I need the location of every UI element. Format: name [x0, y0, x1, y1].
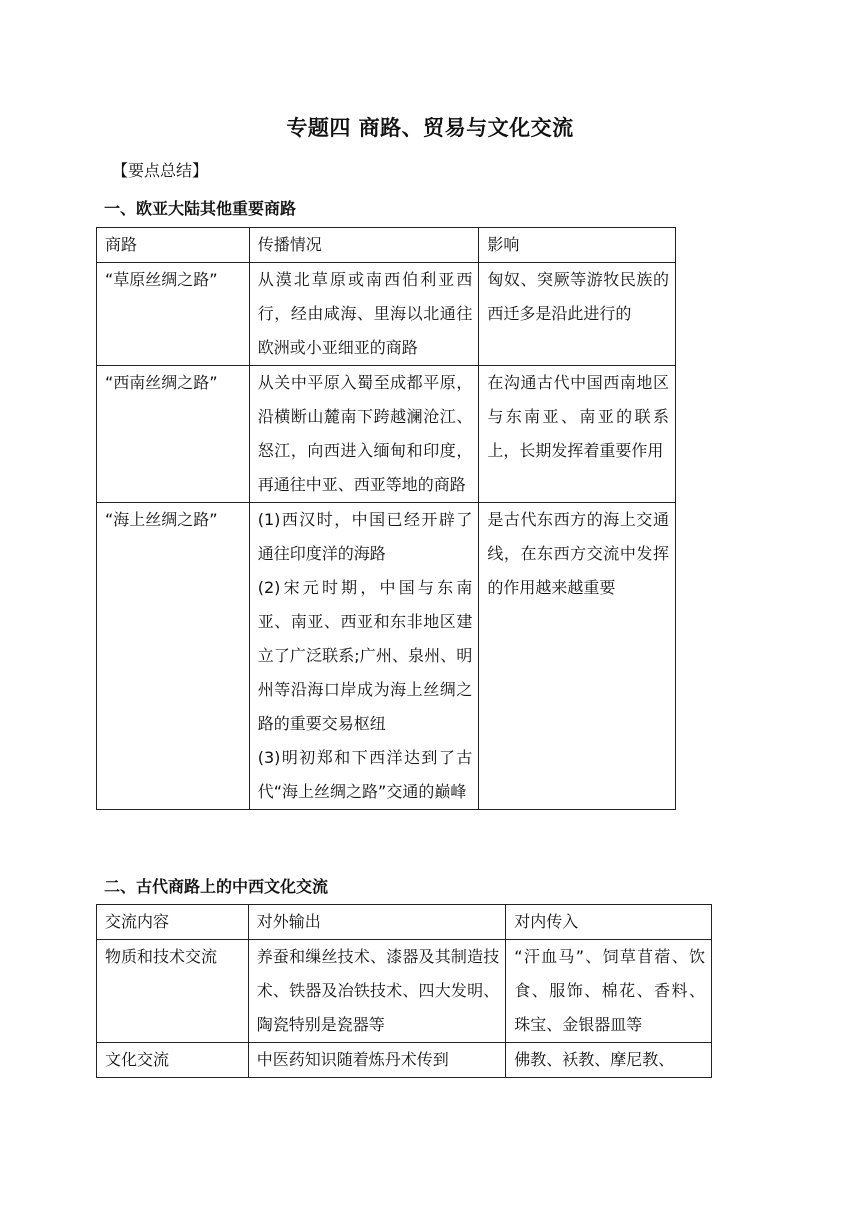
table-header-row [97, 905, 712, 940]
table-row [97, 366, 676, 503]
section-heading-trade-routes: 一、欧亚大陆其他重要商路 [104, 199, 297, 218]
header-cell: 商路 [97, 228, 250, 263]
inbound-cell: “汗血马”、饲草苜蓿、饮食、服饰、棉花、香料、珠宝、金银器皿等 [506, 940, 712, 1043]
spread-point: (2)宋元时期，中国与东南亚、南亚、西亚和东非地区建立了广泛联系;广州、泉州、明州等沿海口岸成为海上丝绸之路的重要交易枢纽 [257, 578, 473, 733]
table-row [97, 940, 712, 1043]
spread-cell [249, 366, 479, 503]
inbound-cell: 佛教、袄教、摩尼教、 [506, 1043, 712, 1078]
route-name-cell: “海上丝绸之路” [97, 503, 250, 810]
table-row [97, 1043, 712, 1078]
cultural-exchange-table [96, 904, 712, 1078]
table-row [97, 263, 676, 366]
page-title: 专题四 商路、贸易与文化交流 [286, 116, 574, 140]
spread-cell [249, 263, 479, 366]
spread-cell [249, 503, 479, 810]
route-name-cell: “草原丝绸之路” [97, 263, 250, 366]
table-row [97, 503, 676, 810]
header-cell: 交流内容 [97, 905, 249, 940]
spread-text: 从关中平原入蜀至成都平原，沿横断山麓南下跨越澜沧江、怒江，向西进入缅甸和印度，再通往中亚、西亚等地的商路 [257, 373, 473, 494]
impact-cell: 是古代东西方的海上交通线，在东西方交流中发挥的作用越来越重要 [479, 503, 676, 810]
outbound-cell: 养蚕和缫丝技术、漆器及其制造技术、铁器及冶铁技术、四大发明、陶瓷特别是瓷器等 [248, 940, 506, 1043]
impact-cell: 匈奴、突厥等游牧民族的西迁多是沿此进行的 [479, 263, 676, 366]
spread-point: (3)明初郑和下西洋达到了古代“海上丝绸之路”交通的巅峰 [257, 748, 473, 801]
header-cell: 对内传入 [506, 905, 712, 940]
impact-cell: 在沟通古代中国西南地区与东南亚、南亚的联系上，长期发挥着重要作用 [479, 366, 676, 503]
outbound-cell: 中医药知识随着炼丹术传到 [248, 1043, 506, 1078]
exchange-content-cell: 物质和技术交流 [97, 940, 249, 1043]
route-name-cell: “西南丝绸之路” [97, 366, 250, 503]
header-cell: 传播情况 [249, 228, 479, 263]
exchange-content-cell: 文化交流 [97, 1043, 249, 1078]
table-header-row [97, 228, 676, 263]
trade-routes-table [96, 227, 676, 810]
spread-text: 从漠北草原或南西伯利亚西行，经由咸海、里海以北通往欧洲或小亚细亚的商路 [257, 270, 473, 357]
spread-point: (1)西汉时，中国已经开辟了通往印度洋的海路 [257, 510, 473, 563]
section-heading-cultural-exchange: 二、古代商路上的中西文化交流 [104, 877, 329, 896]
header-cell: 对外输出 [248, 905, 506, 940]
summary-label: 【要点总结】 [112, 161, 209, 180]
header-cell: 影响 [479, 228, 676, 263]
